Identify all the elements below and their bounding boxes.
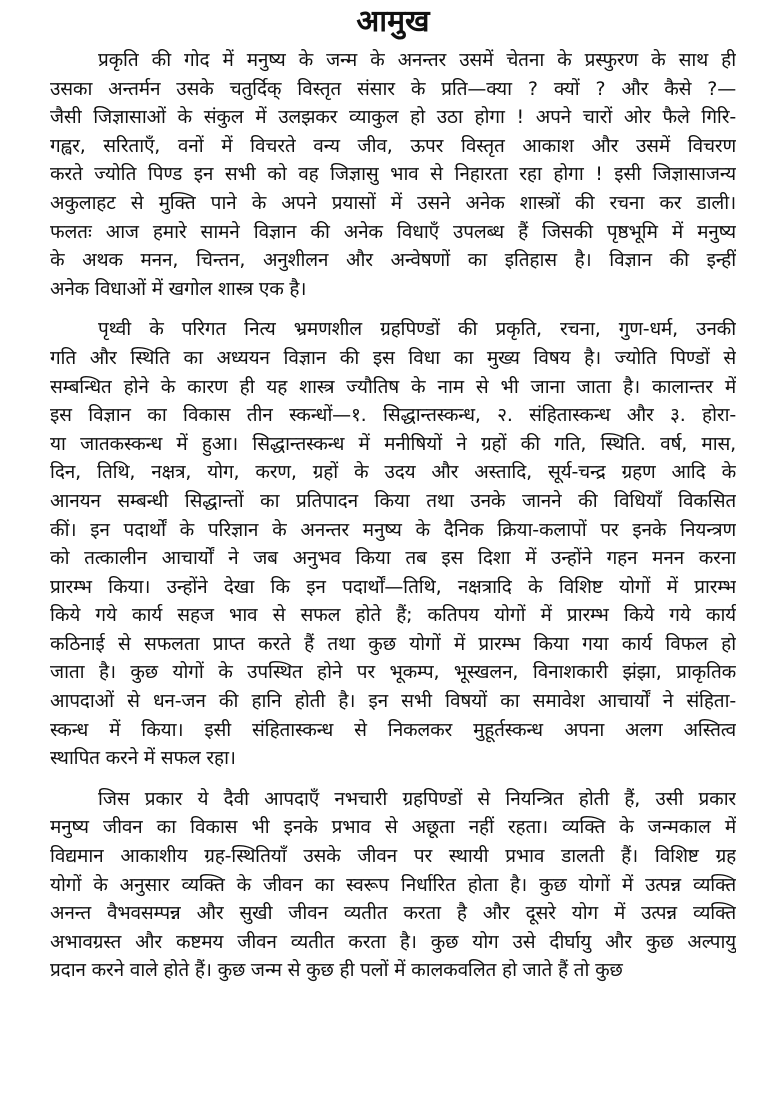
paragraph (50, 785, 736, 985)
paragraph-gap (50, 773, 736, 785)
paragraph-line: फलतः आज हमारे सामने विज्ञान की अनेक विधाएँ उपलब्ध हैं जिसकी पृष्ठभूमि में मनुष्य (50, 220, 736, 243)
paragraph-line: स्कन्ध में किया। इसी संहितास्कन्ध से निकलकर मुहूर्तस्कन्ध अपना अलग अस्तित्व (50, 718, 736, 741)
paragraph-gap (50, 303, 736, 315)
paragraph-line: इस विज्ञान का विकास तीन स्कन्धों—१. सिद्धान्तस्कन्ध, २. संहितास्कन्ध और ३. होरा- (50, 404, 736, 427)
paragraph-line: करते ज्योति पिण्ड इन सभी को वह जिज्ञासु भाव से निहारता रहा होगा ! इसी जिज्ञासाजन्य (50, 163, 736, 186)
paragraph-line: कीं। इन पदार्थों के परिज्ञान के अनन्तर मनुष्य के दैनिक क्रिया-कलापों पर इनके नियन्त्रण (50, 518, 736, 541)
paragraph (50, 46, 736, 303)
paragraph-line: आनयन सम्बन्धी सिद्धान्तों का प्रतिपादन किया तथा उनके जानने की विधियाँ विकसित (50, 489, 736, 512)
paragraph-line: जिस प्रकार ये दैवी आपदाएँ नभचारी ग्रहपिण्डों से नियन्त्रित होती हैं, उसी प्रकार (98, 787, 736, 810)
paragraph-line: सम्बन्धित होने के कारण ही यह शास्त्र ज्यौतिष के नाम से भी जाना जाता है। कालान्तर में (50, 375, 736, 398)
paragraph-line: स्थापित करने में सफल रहा। (50, 747, 236, 770)
paragraph-line: प्रकृति की गोद में मनुष्य के जन्म के अनन्तर उसमें चेतना के प्रस्फुरण के साथ ही (98, 49, 736, 71)
paragraph-line: विद्यमान आकाशीय ग्रह-स्थितियाँ उसके जीवन पर स्थायी प्रभाव डालती हैं। विशिष्ट ग्रह (50, 845, 736, 868)
paragraph-line: आपदाओं से धन-जन की हानि होती है। इन सभी विषयों का समावेश आचार्यों ने संहिता- (50, 690, 736, 713)
paragraph-line: जैसी जिज्ञासाओं के संकुल में उलझकर व्याकुल हो उठा होगा ! अपने चारों ओर फैले गिरि- (50, 106, 736, 129)
paragraph-line: को तत्कालीन आचार्यों ने जब अनुभव किया तब इस दिशा में उन्होंने गहन मनन करना (50, 547, 736, 570)
paragraph-line: पृथ्वी के परिगत नित्य भ्रमणशील ग्रहपिण्डों की प्रकृति, रचना, गुण-धर्म, उनकी (98, 318, 736, 341)
paragraph-line: मनुष्य जीवन का विकास भी इनके प्रभाव से अछूता नहीं रहता। व्यक्ति के जन्मकाल में (50, 816, 736, 839)
paragraph-line: प्रदान करने वाले होते हैं। कुछ जन्म से कुछ ही पलों में कालकवलित हो जाते हैं तो कुछ (50, 959, 623, 982)
paragraph (50, 315, 736, 773)
paragraph-line: उसका अन्तर्मन उसके चतुर्दिक् विस्तृत संसार के प्रति—क्या ? क्यों ? और कैसे ?— (50, 77, 736, 100)
paragraph-line: या जातकस्कन्ध में हुआ। सिद्धान्तस्कन्ध में मनीषियों ने ग्रहों की गति, स्थिति. वर्ष, मास, (50, 432, 736, 455)
paragraph-line: अनेक विधाओं में खगोल शास्त्र एक है। (50, 277, 307, 300)
body-text (50, 46, 736, 985)
paragraph-line: दिन, तिथि, नक्षत्र, योग, करण, ग्रहों के उदय और अस्तादि, सूर्य-चन्द्र ग्रहण आदि के (50, 461, 736, 484)
paragraph-line: गह्वर, सरिताएँ, वनों में विचरते वन्य जीव, ऊपर विस्तृत आकाश और उसमें विचरण (50, 134, 736, 157)
paragraph-line: योगों के अनुसार व्यक्ति के जीवन का स्वरूप निर्धारित होता है। कुछ योगों में उत्पन्न व्यक्ति (50, 873, 736, 896)
paragraph-line: अनन्त वैभवसम्पन्न और सुखी जीवन व्यतीत करता है और दूसरे योग में उत्पन्न व्यक्ति (50, 902, 736, 925)
paragraph-line: जाता है। कुछ योगों के उपस्थित होने पर भूकम्प, भूस्खलन, विनाशकारी झंझा, प्राकृतिक (50, 661, 736, 684)
paragraph-line: के अथक मनन, चिन्तन, अनुशीलन और अन्वेषणों का इतिहास है। विज्ञान की इन्हीं (50, 249, 736, 272)
paragraph-line: गति और स्थिति का अध्ययन विज्ञान की इस विधा का मुख्य विषय है। ज्योति पिण्डों से (50, 346, 736, 369)
paragraph-line: अभावग्रस्त और कष्टमय जीवन व्यतीत करता है। कुछ योग उसे दीर्घायु और कुछ अल्पायु (50, 930, 736, 953)
page-title: आमुख (356, 4, 430, 39)
paragraph-line: किये गये कार्य सहज भाव से सफल होते हैं; कतिपय योगों में प्रारम्भ किये गये कार्य (50, 604, 736, 627)
paragraph-line: अकुलाहट से मुक्ति पाने के अपने प्रयासों में उसने अनेक शास्त्रों की रचना कर डाली। (50, 191, 736, 214)
paragraph-line: प्रारम्भ किया। उन्होंने देखा कि इन पदार्थों—तिथि, नक्षत्रादि के विशिष्ट योगों में प्रारम्भ (50, 575, 736, 598)
paragraph-line: कठिनाई से सफलता प्राप्त करते हैं तथा कुछ योगों में प्रारम्भ किया गया कार्य विफल हो (50, 632, 736, 655)
